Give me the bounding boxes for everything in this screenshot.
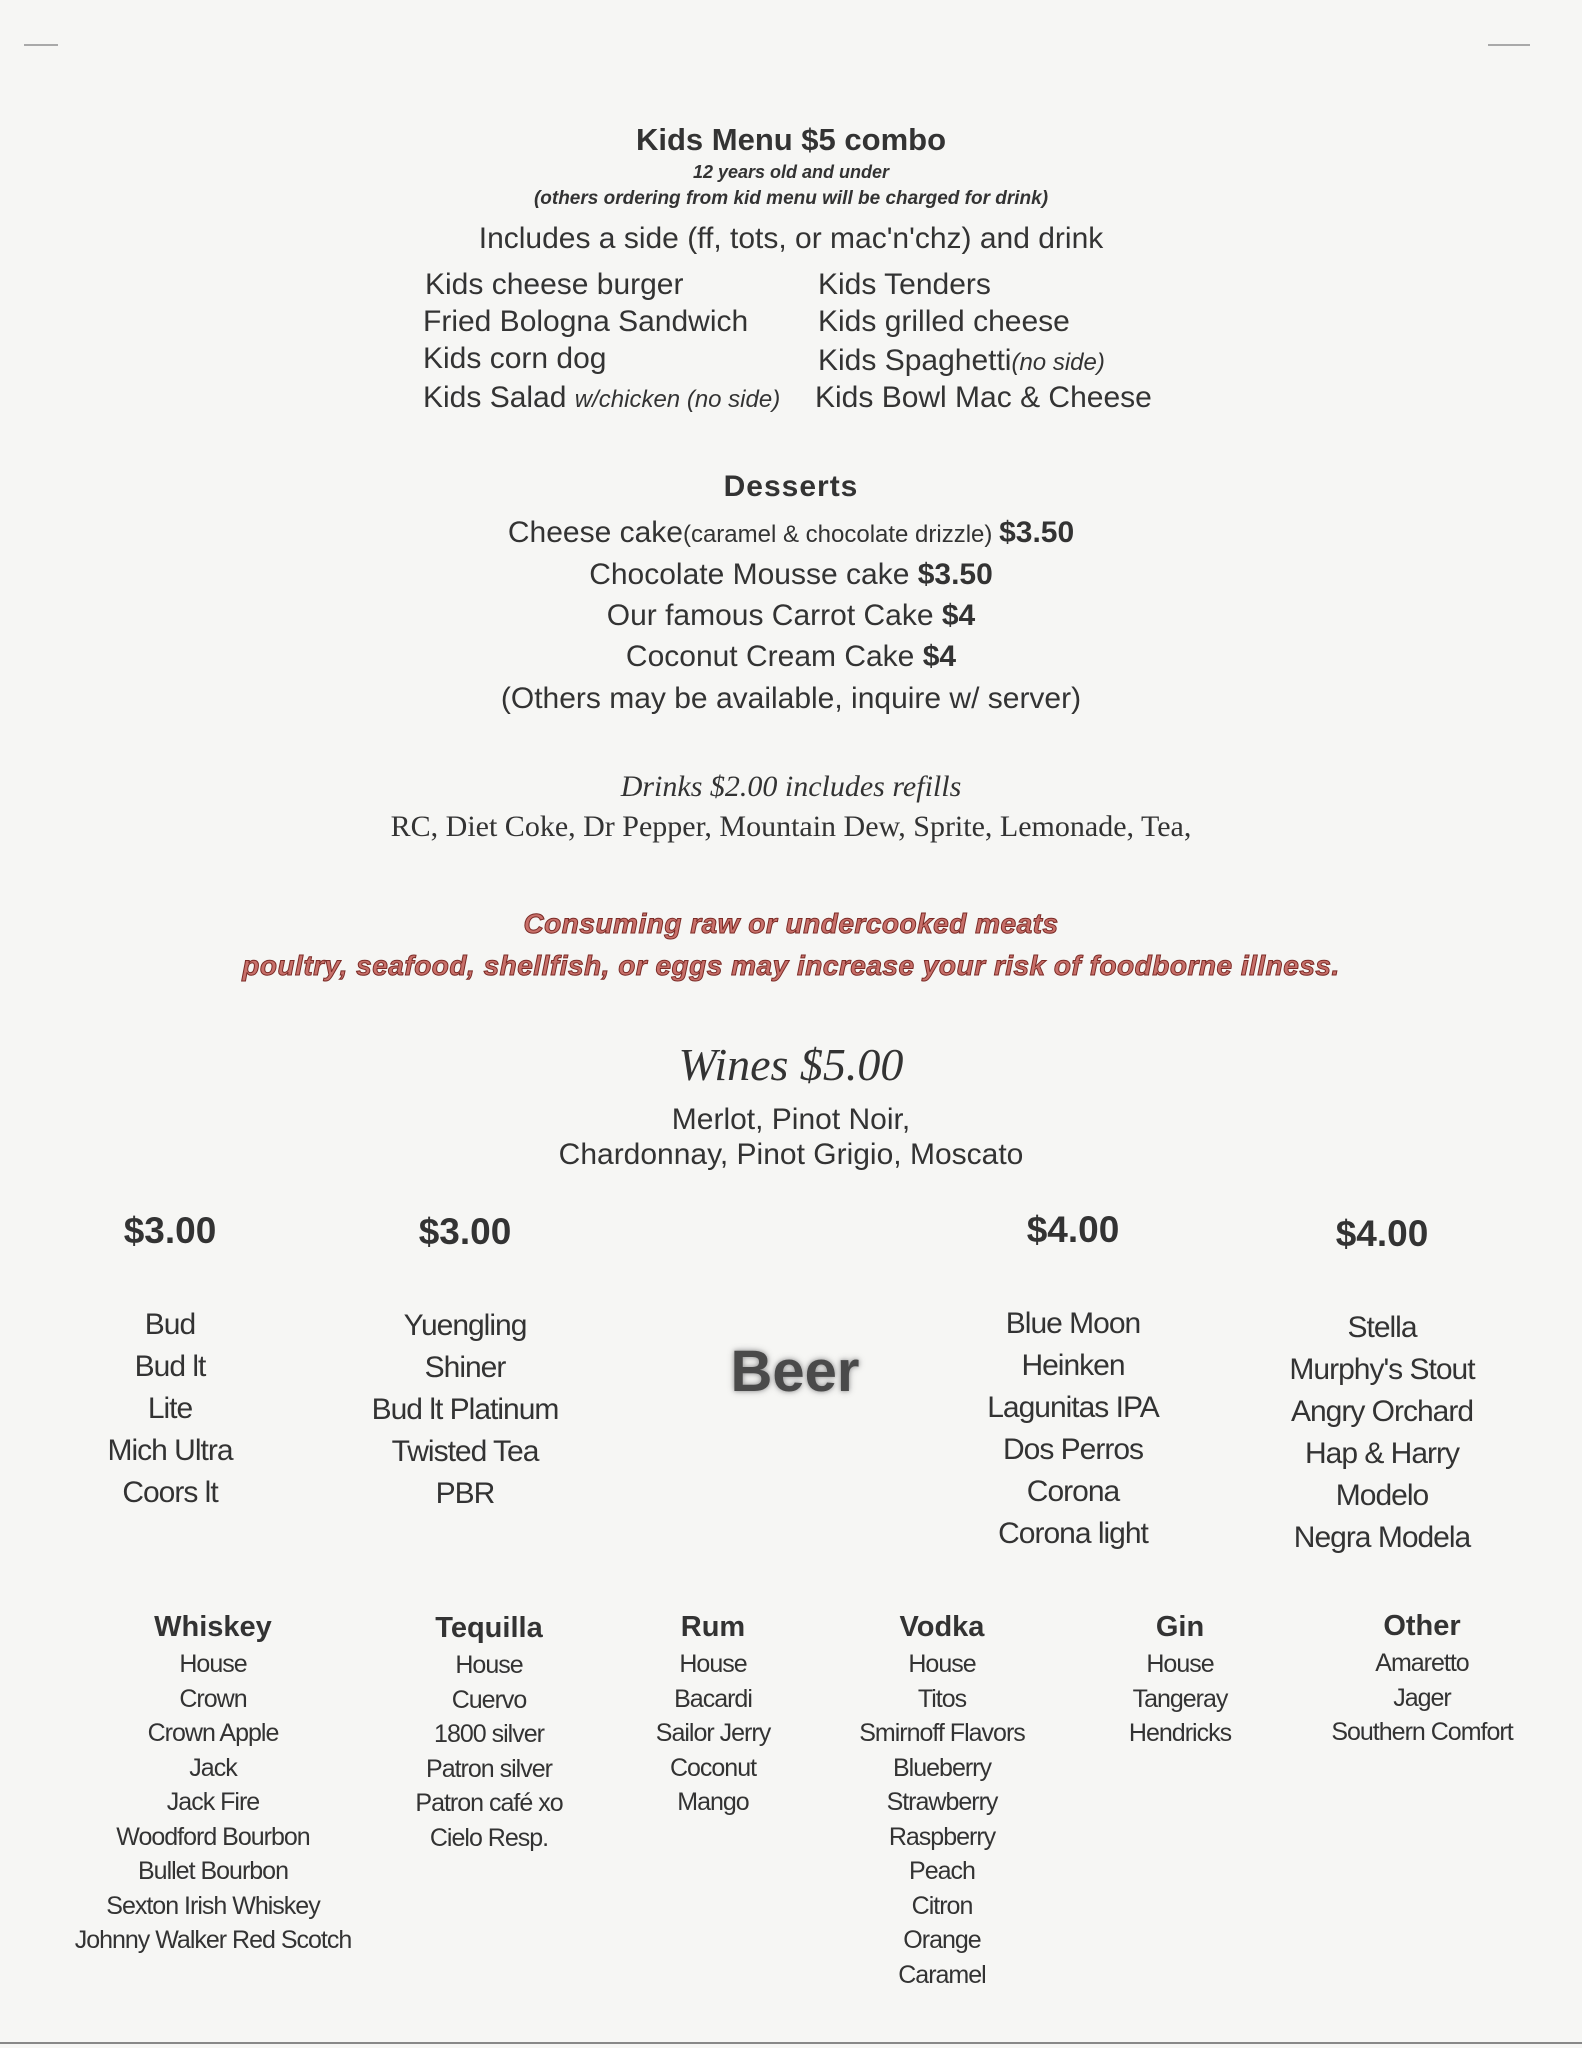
beer-price: $3.00 — [418, 1211, 512, 1252]
liquor-item: Citron — [911, 1891, 973, 1920]
kids-menu-title: Kids Menu $5 combo — [635, 122, 947, 157]
kids-item-name: Kids Salad — [423, 381, 567, 414]
liquor-item: Caramel — [898, 1960, 986, 1989]
kids-menu-includes: Includes a side (ff, tots, or mac'n'chz) and drink — [478, 222, 1104, 255]
liquor-heading: Whiskey — [154, 1611, 272, 1643]
dessert-item — [0, 599, 1582, 633]
dessert-price: $3.50 — [917, 558, 993, 591]
liquor-item: Raspberry — [888, 1822, 996, 1851]
wines-line-1: Merlot, Pinot Noir, — [671, 1103, 911, 1136]
beer-column — [928, 1209, 1218, 1555]
liquor-heading: Tequilla — [435, 1612, 543, 1644]
beer-item: Bud — [144, 1308, 196, 1341]
dessert-name: Chocolate Mousse cake — [589, 558, 918, 591]
kids-item-name: Kids Spaghetti — [818, 344, 1012, 377]
dessert-name: Cheese cake — [507, 516, 683, 549]
liquor-item: Cielo Resp. — [429, 1823, 549, 1852]
liquor-item: Southern Comfort — [1331, 1718, 1513, 1746]
liquor-item: Coconut — [669, 1753, 757, 1782]
beer-item: Bud lt Platinum — [371, 1393, 559, 1426]
liquor-item: Patron silver — [426, 1754, 552, 1783]
kids-item — [818, 344, 1105, 378]
dessert-price: $3.50 — [999, 516, 1075, 549]
kids-item — [423, 381, 780, 415]
dessert-item — [0, 516, 1582, 550]
liquor-item: House — [679, 1650, 747, 1678]
wines-title: Wines $5.00 — [678, 1039, 904, 1090]
liquor-column-other — [1262, 1606, 1582, 1750]
liquor-item: Mango — [677, 1788, 749, 1816]
kids-menu-drink-note: (others ordering from kid menu will be charged for drink) — [533, 188, 1049, 209]
liquor-item: Bacardi — [674, 1684, 752, 1713]
drinks-title: Drinks $2.00 includes refills — [620, 770, 962, 803]
beer-item: PBR — [435, 1477, 495, 1510]
beer-item: Heinken — [1021, 1349, 1125, 1382]
warning-line-2: poultry, seafood, shellfish, or eggs may increase your risk of foodborne illness. — [242, 950, 1340, 981]
liquor-heading: Vodka — [899, 1611, 985, 1643]
kids-item-note: (no side) — [1011, 349, 1105, 376]
kids-item-name: Fried Bologna Sandwich — [423, 305, 749, 338]
beer-column — [320, 1211, 610, 1515]
dessert-item — [0, 640, 1582, 674]
beer-price: $4.00 — [1026, 1209, 1120, 1250]
beer-item: Negra Modela — [1293, 1521, 1471, 1554]
beer-price: $3.00 — [123, 1210, 217, 1251]
liquor-heading: Other — [1383, 1610, 1461, 1642]
dessert-detail: (caramel & chocolate drizzle) — [682, 521, 1000, 548]
kids-item-name: Kids Tenders — [818, 268, 991, 301]
kids-item-name: Kids grilled cheese — [818, 305, 1070, 338]
beer-item: Corona light — [998, 1517, 1148, 1550]
liquor-item: Hendricks — [1128, 1719, 1232, 1747]
beer-item: Blue Moon — [1005, 1307, 1141, 1340]
beer-item: Modelo — [1335, 1479, 1429, 1512]
desserts-title: Desserts — [723, 470, 859, 503]
liquor-item: Orange — [903, 1926, 981, 1954]
liquor-heading: Rum — [680, 1611, 746, 1643]
liquor-item: House — [1146, 1650, 1214, 1678]
liquor-item: Crown Apple — [147, 1719, 279, 1747]
liquor-item: Smirnoff Flavors — [859, 1719, 1025, 1747]
beer-item: Dos Perros — [1002, 1433, 1144, 1466]
beer-item: Bud lt — [134, 1350, 206, 1383]
liquor-item: Crown — [179, 1684, 247, 1713]
beer-column — [25, 1210, 315, 1514]
liquor-item: Johnny Walker Red Scotch — [74, 1926, 352, 1954]
scan-mark-left — [24, 44, 58, 46]
liquor-column-whiskey — [53, 1607, 373, 1958]
liquor-item: Jager — [1393, 1683, 1451, 1712]
liquor-item: Peach — [909, 1857, 975, 1885]
kids-item-note: w/chicken (no side) — [574, 386, 781, 413]
scan-mark-right — [1488, 44, 1530, 46]
beer-item: Shiner — [424, 1351, 506, 1384]
liquor-item: Jack Fire — [166, 1788, 260, 1816]
liquor-item: Patron café xo — [415, 1789, 563, 1817]
dessert-price: $4 — [941, 599, 976, 632]
liquor-item: Woodford Bourbon — [116, 1822, 310, 1851]
liquor-item: House — [908, 1650, 976, 1678]
beer-item: Angry Orchard — [1290, 1395, 1474, 1428]
dessert-name: Our famous Carrot Cake — [606, 599, 942, 632]
kids-item-name: Kids corn dog — [423, 342, 607, 375]
page-bottom-edge — [0, 2042, 1582, 2044]
kids-item — [818, 305, 1070, 339]
kids-item — [423, 342, 606, 376]
kids-item — [818, 268, 991, 302]
liquor-item: Amaretto — [1375, 1649, 1469, 1677]
kids-item-name: Kids Bowl Mac & Cheese — [815, 381, 1152, 414]
liquor-item: Tangeray — [1132, 1684, 1228, 1713]
kids-item-name: Kids cheese burger — [425, 268, 684, 301]
dessert-item — [0, 558, 1582, 592]
kids-item — [425, 268, 684, 302]
warning-line-1: Consuming raw or undercooked meats — [523, 908, 1059, 939]
beer-item: Hap & Harry — [1304, 1437, 1460, 1470]
beer-list — [1237, 1307, 1527, 1559]
liquor-item: Strawberry — [886, 1788, 998, 1816]
liquor-item: Sailor Jerry — [655, 1719, 771, 1747]
liquor-heading: Gin — [1155, 1611, 1205, 1643]
beer-item: Corona — [1026, 1475, 1120, 1508]
liquor-item: Jack — [189, 1753, 237, 1782]
drinks-list: RC, Diet Coke, Dr Pepper, Mountain Dew, Sprite, Lemonade, Tea, — [390, 810, 1192, 843]
beer-price: $4.00 — [1335, 1213, 1429, 1254]
beer-list — [928, 1303, 1218, 1555]
beer-item: Murphy's Stout — [1289, 1353, 1475, 1386]
dessert-price: $4 — [922, 640, 957, 673]
liquor-item: Blueberry — [893, 1753, 991, 1782]
dessert-name: Coconut Cream Cake — [625, 640, 923, 673]
kids-menu-age-note: 12 years old and under — [692, 162, 890, 182]
beer-list — [25, 1304, 315, 1514]
beer-item: Coors lt — [122, 1476, 218, 1509]
beer-column — [1237, 1213, 1527, 1559]
liquor-item: Titos — [917, 1684, 967, 1713]
liquor-item: Sexton Irish Whiskey — [106, 1891, 320, 1920]
liquor-item: Bullet Bourbon — [137, 1857, 288, 1885]
liquor-item: House — [179, 1650, 247, 1678]
beer-item: Lagunitas IPA — [987, 1391, 1159, 1424]
liquor-item: House — [455, 1651, 523, 1679]
beer-label: Beer — [730, 1339, 860, 1404]
liquor-item: 1800 silver — [434, 1720, 544, 1748]
beer-item: Lite — [147, 1392, 193, 1425]
dessert-note: (Others may be available, inquire w/ server) — [500, 682, 1082, 715]
beer-item: Stella — [1347, 1311, 1417, 1344]
beer-item: Twisted Tea — [391, 1435, 539, 1468]
wines-line-2: Chardonnay, Pinot Grigio, Moscato — [558, 1138, 1024, 1171]
kids-item — [423, 305, 748, 339]
beer-item: Mich Ultra — [107, 1434, 233, 1467]
kids-item — [815, 381, 1152, 415]
beer-item: Yuengling — [403, 1309, 527, 1342]
liquor-item: Cuervo — [451, 1685, 527, 1714]
beer-list — [320, 1305, 610, 1515]
